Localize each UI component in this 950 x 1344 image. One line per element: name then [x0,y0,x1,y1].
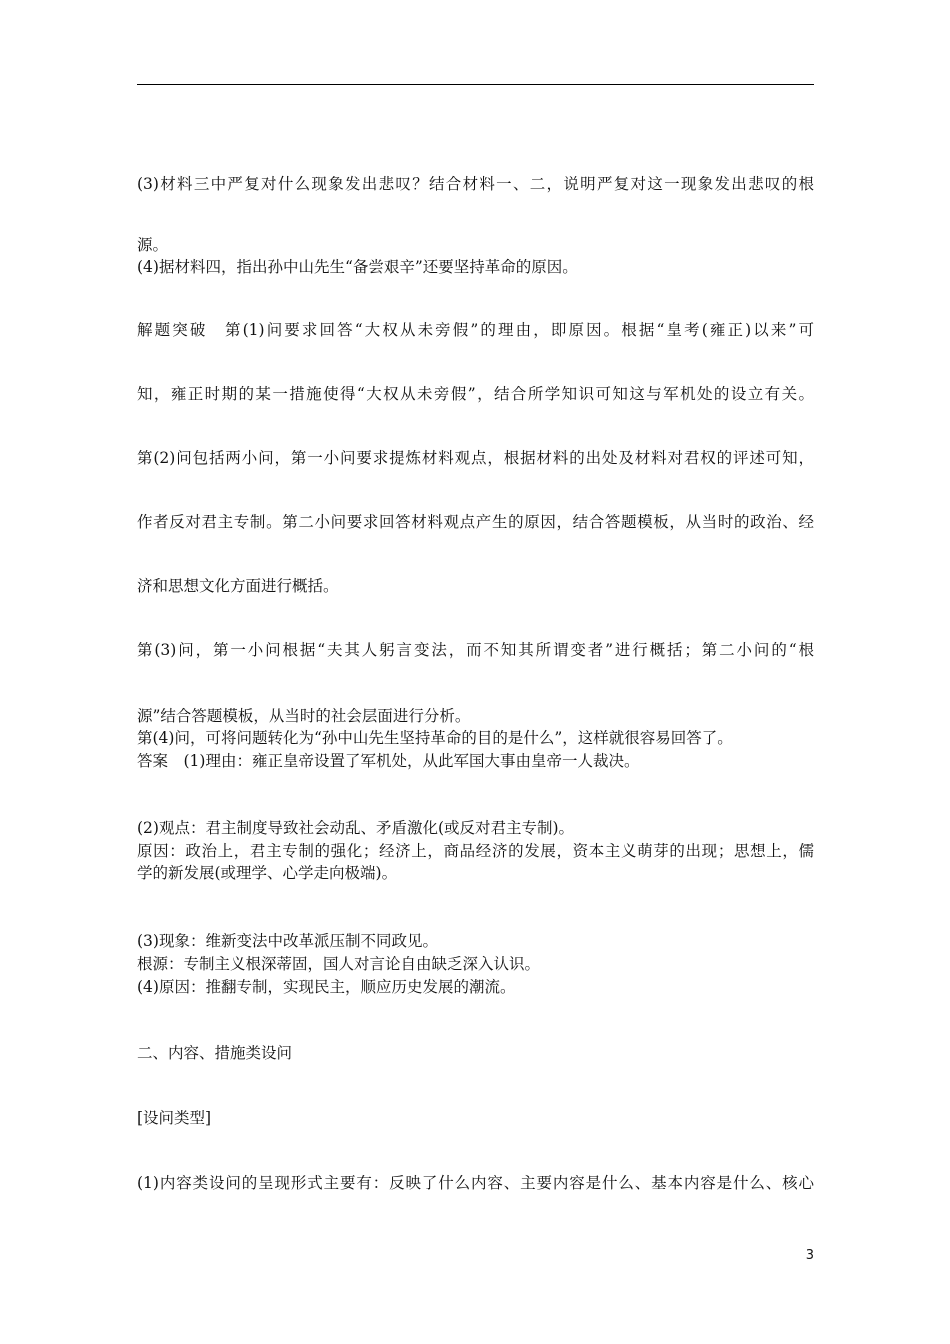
text-line: (3)材料三中严复对什么现象发出悲叹？结合材料一、二，说明严复对这一现象发出悲叹的根 [137,175,814,193]
section-heading: 二、内容、措施类设问 [137,1044,293,1062]
text-line: 济和思想文化方面进行概括。 [137,577,339,595]
text-line: 源”结合答题模板，从当时的社会层面进行分析。 [137,707,471,725]
text-line: 原因：政治上，君主专制的强化；经济上，商品经济的发展，资本主义萌芽的出现；思想上，儒 [137,842,814,860]
page-number: 3 [805,1248,814,1263]
subsection-heading: [设问类型] [137,1109,212,1127]
text-line: 第(2)问包括两小问，第一小问要求提炼材料观点，根据材料的出处及材料对君权的评述可知， [137,449,814,467]
text-line: 根源：专制主义根深蒂固，国人对言论自由缺乏深入认识。 [137,955,541,973]
text-line: (4)原因：推翻专制，实现民主，顺应历史发展的潮流。 [137,978,516,996]
text-line: (4)据材料四，指出孙中山先生“备尝艰辛”还要坚持革命的原因。 [137,258,578,276]
text-line: 学的新发展(或理学、心学走向极端)。 [137,864,398,882]
text-line: (2)观点：君主制度导致社会动乱、矛盾激化(或反对君主专制)。 [137,819,575,837]
text-line: 作者反对君主专制。第二小问要求回答材料观点产生的原因，结合答题模板，从当时的政治、经 [137,513,814,531]
text-line: 源。 [137,236,169,254]
text-line: 答案 (1)理由：雍正皇帝设置了军机处，从此军国大事由皇帝一人裁决。 [137,752,640,770]
text-line: 第(4)问，可将问题转化为“孙中山先生坚持革命的目的是什么”，这样就很容易回答了。 [137,729,733,747]
header-rule [137,84,814,85]
text-line: (3)现象：维新变法中改革派压制不同政见。 [137,932,438,950]
text-line: 知，雍正时期的某一措施使得“大权从未旁假”，结合所学知识可知这与军机处的设立有关。 [137,385,814,403]
text-line: (1)内容类设问的呈现形式主要有：反映了什么内容、主要内容是什么、基本内容是什么、核心 [137,1174,814,1192]
text-line: 解题突破 第(1)问要求回答“大权从未旁假”的理由，即原因。根据“皇考(雍正)以来”可 [137,321,814,339]
text-line: 第(3)问，第一小问根据“夫其人躬言变法，而不知其所谓变者”进行概括；第二小问的“根 [137,641,814,659]
